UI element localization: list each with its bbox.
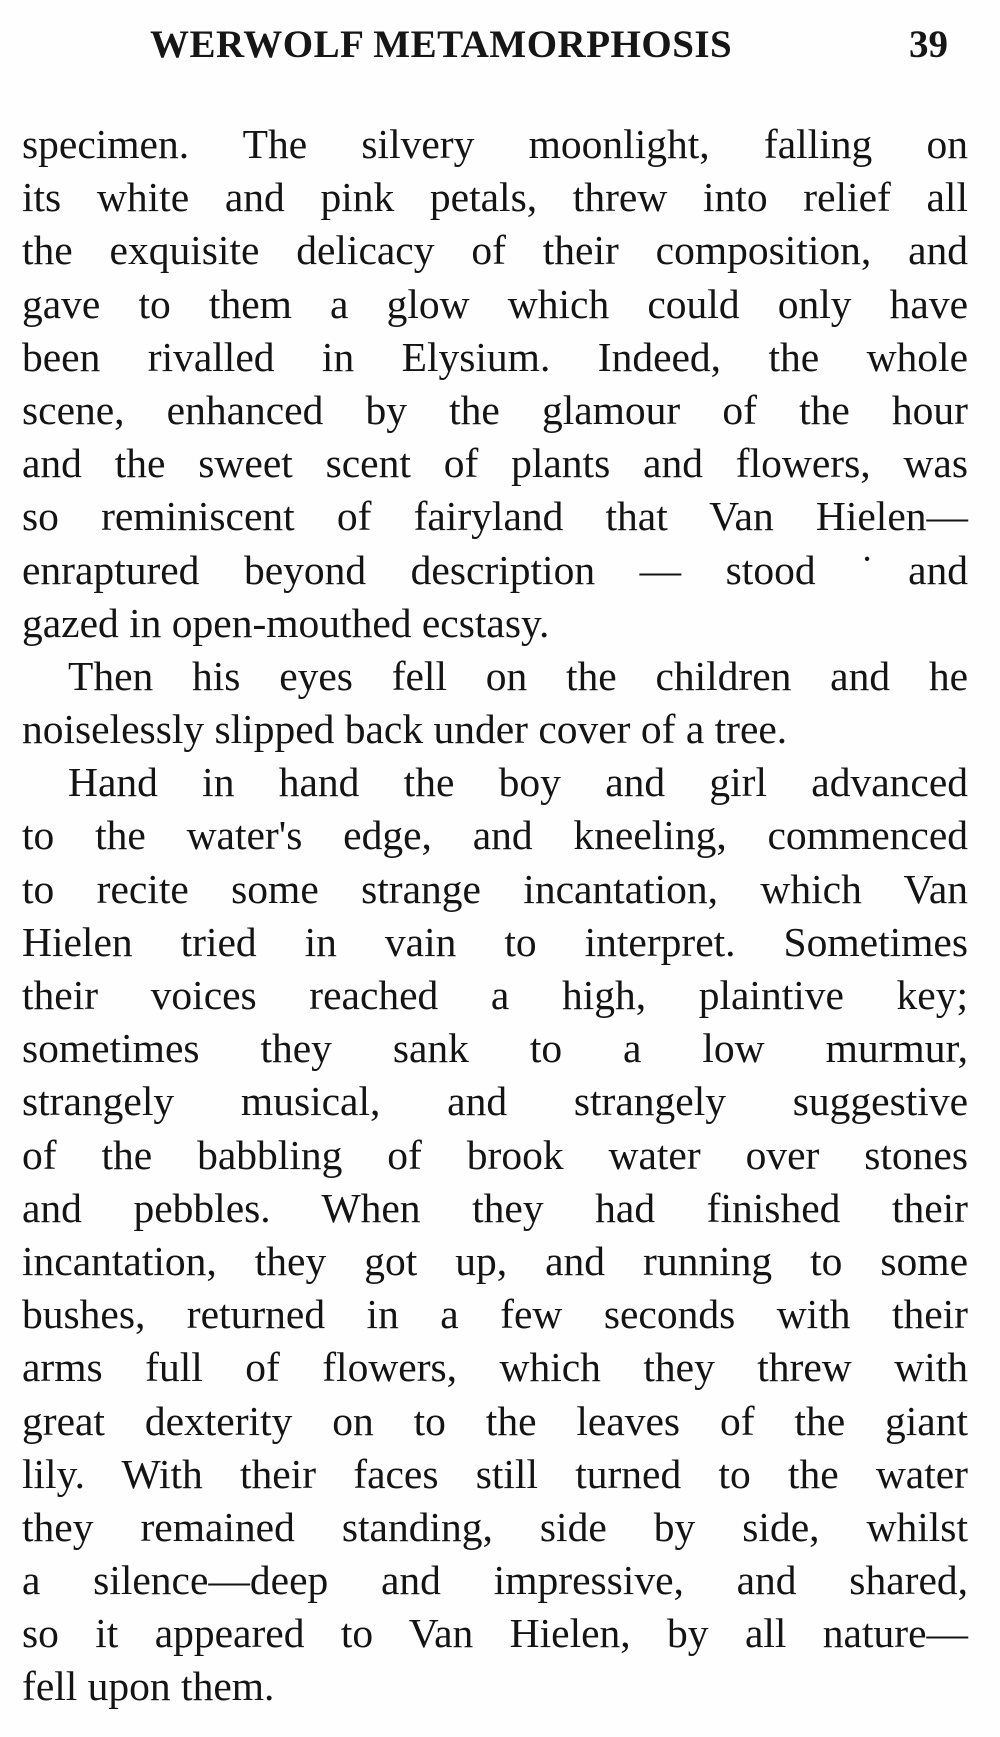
text-line: a silence—deep and impressive, and shared, xyxy=(22,1557,968,1604)
text-line: Hielen tried in vain to interpret. Sometimes xyxy=(22,918,968,965)
text-line: specimen. The silvery moonlight, falling on xyxy=(22,121,968,167)
text-line: to the water's edge, and kneeling, commenced xyxy=(22,812,968,859)
text-line: so reminiscent of fairyland that Van Hielen— xyxy=(22,493,968,540)
text-line: been rivalled in Elysium. Indeed, the whole xyxy=(22,333,968,380)
text-line: fell upon them. xyxy=(22,1663,275,1710)
text-line: Then his eyes fell on the children and he xyxy=(68,652,968,699)
text-line: great dexterity on to the leaves of the giant xyxy=(22,1397,968,1444)
text-line: gazed in open-mouthed ecstasy. xyxy=(22,599,550,646)
text-line: sometimes they sank to a low murmur, xyxy=(22,1025,968,1072)
text-line: gave to them a glow which could only have xyxy=(22,280,968,327)
text-line: Hand in hand the boy and girl advanced xyxy=(68,759,968,806)
text-line: and the sweet scent of plants and flowers, was xyxy=(22,440,968,487)
paragraph xyxy=(22,756,968,1713)
page-number: 39 xyxy=(909,23,948,66)
text-line: so it appeared to Van Hielen, by all nature— xyxy=(22,1610,968,1657)
text-line: arms full of flowers, which they threw with xyxy=(22,1344,968,1391)
text-line: of the babbling of brook water over stones xyxy=(22,1131,968,1178)
text-line: noiselessly slipped back under cover of a tree. xyxy=(22,706,788,753)
text-line: incantation, they got up, and running to some xyxy=(22,1237,968,1284)
paragraph xyxy=(22,650,968,756)
text-line: bushes, returned in a few seconds with their xyxy=(22,1291,968,1338)
text-line: to recite some strange incantation, which Van xyxy=(22,865,968,912)
text-line: scene, enhanced by the glamour of the hour xyxy=(22,386,968,433)
paragraph xyxy=(22,118,968,650)
running-head xyxy=(150,22,960,82)
chapter-title: WERWOLF METAMORPHOSIS xyxy=(150,23,733,66)
text-line: their voices reached a high, plaintive key; xyxy=(22,972,968,1018)
text-line: the exquisite delicacy of their composition, and xyxy=(22,227,968,274)
text-line: lily. With their faces still turned to the water xyxy=(22,1450,968,1497)
body-text xyxy=(22,118,968,1714)
text-line: they remained standing, side by side, whilst xyxy=(22,1503,968,1550)
text-line: enraptured beyond description — stood ˙and xyxy=(22,546,968,593)
text-line: and pebbles. When they had finished their xyxy=(22,1184,968,1231)
text-line: its white and pink petals, threw into relief all xyxy=(22,174,968,221)
text-line: strangely musical, and strangely suggestive xyxy=(22,1078,968,1125)
